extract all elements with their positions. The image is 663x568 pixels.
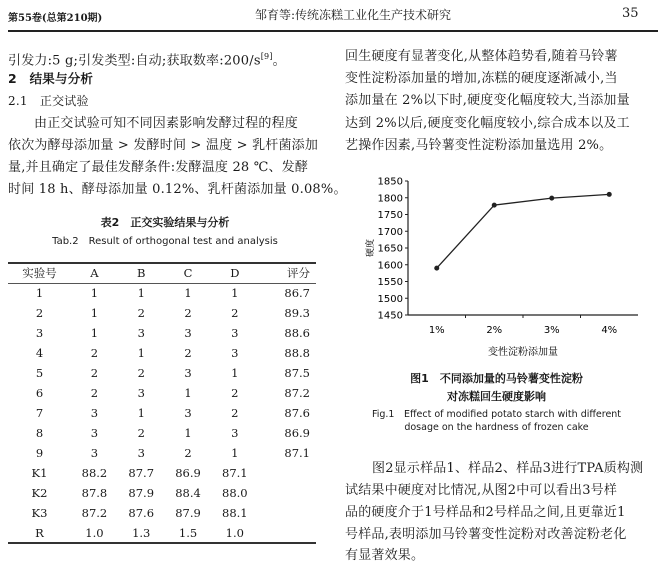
paragraph-line: 图2显示样品1、样品2、样品3进行TPA质构测 <box>372 461 644 476</box>
table-cell: 3 <box>90 406 99 420</box>
table-cell: 3 <box>137 446 145 460</box>
table-row <box>8 523 316 543</box>
paragraph-line: 变性淀粉添加量的增加,冻糕的硬度逐渐减小,当 <box>345 71 618 86</box>
table-cell: 1 <box>184 286 192 301</box>
paragraph-line: 达到 2%以后,硬度变化幅度较小,综合成本以及工 <box>345 116 630 131</box>
table-cell: R <box>35 525 44 540</box>
table-title-cn: 表2 正交实验结果与分析 <box>100 216 230 229</box>
table-cell: K3 <box>31 506 48 520</box>
table-cell: 4 <box>35 346 44 360</box>
y-tick-label: 1850 <box>377 176 403 188</box>
table-cell: 3 <box>90 446 99 460</box>
table-cell: 2 <box>184 346 192 360</box>
table-cell: 2 <box>137 306 145 320</box>
paragraph-line: 有显著效果。 <box>345 548 425 563</box>
table-cell: 87.2 <box>81 506 108 520</box>
table-cell <box>258 463 316 483</box>
table-cell: 87.9 <box>175 506 201 520</box>
column-header: C <box>183 266 193 281</box>
table-cell: 7 <box>35 406 44 420</box>
table-cell: 5 <box>35 366 44 380</box>
orthogonal-table <box>8 262 316 544</box>
table-row <box>8 423 316 443</box>
table-cell: 2 <box>90 386 99 400</box>
table-title-en: Tab.2 Result of orthogonal test and analysis <box>52 236 278 247</box>
table-row <box>8 503 316 523</box>
table-cell: 87.6 <box>128 506 155 520</box>
table-cell: K1 <box>31 466 48 480</box>
y-tick-label: 1700 <box>377 226 403 238</box>
table-row <box>8 323 316 343</box>
table-cell: 87.1 <box>222 466 248 480</box>
table-row <box>8 443 316 463</box>
table-cell: 87.5 <box>284 366 310 380</box>
table-row <box>8 483 316 503</box>
figure-caption-en: dosage on the hardness of frozen cake <box>404 422 589 433</box>
table-cell: 88.4 <box>175 486 201 500</box>
table-row <box>8 363 316 383</box>
table-cell: 2 <box>231 306 239 320</box>
table-cell: 1 <box>184 426 192 440</box>
x-tick-label: 1% <box>428 325 445 336</box>
column-header: B <box>137 266 146 281</box>
figure-caption-cn: 图1 不同添加量的马铃薯变性淀粉 <box>410 372 583 385</box>
table-cell: 2 <box>137 426 145 440</box>
table-cell <box>258 523 316 543</box>
table-cell: 87.6 <box>284 406 310 420</box>
table-cell: 86.9 <box>175 466 201 480</box>
paragraph-line: 艺操作因素,马铃薯变性淀粉添加量选用 2%。 <box>345 138 613 153</box>
x-tick-label: 3% <box>543 325 560 336</box>
running-title: 邹育等:传统冻糕工业化生产技术研究 <box>255 8 452 22</box>
table-row <box>8 283 316 303</box>
table-cell: 1 <box>137 406 145 420</box>
table-cell: 1 <box>90 286 99 301</box>
table-cell: 1 <box>137 286 145 301</box>
table-cell: 89.3 <box>284 306 310 320</box>
table-cell: 86.9 <box>284 426 310 440</box>
table-cell: 3 <box>137 326 145 340</box>
table-cell: 3 <box>231 426 239 440</box>
table-cell: 88.6 <box>284 326 310 340</box>
data-point <box>549 196 554 201</box>
data-point <box>492 203 497 208</box>
section-heading: 2 结果与分析 <box>8 71 94 86</box>
citation[interactable]: [9] <box>260 52 273 61</box>
paragraph-line: 依次为酵母添加量 > 发酵时间 > 温度 > 乳杆菌添加 <box>8 138 319 153</box>
table-cell: 87.8 <box>81 486 108 500</box>
table-cell: 3 <box>184 366 192 380</box>
x-axis-label: 变性淀粉添加量 <box>488 347 558 358</box>
table-cell: 2 <box>231 386 239 400</box>
table-cell: 3 <box>231 326 239 340</box>
y-tick-label: 1600 <box>377 260 403 272</box>
x-tick-label: 4% <box>601 325 618 336</box>
table-cell: 3 <box>184 406 192 420</box>
table-cell: 2 <box>90 346 99 360</box>
paragraph-line: 量,并且确定了最佳发酵条件:发酵温度 28 ℃、发酵 <box>8 160 309 175</box>
table-cell: 1 <box>231 286 239 301</box>
column-header: A <box>90 266 99 281</box>
series-line <box>437 194 610 268</box>
table-cell: 2 <box>231 406 239 420</box>
table-row <box>8 343 316 363</box>
table-cell: 1 <box>35 286 44 301</box>
y-tick-label: 1550 <box>377 277 403 288</box>
table-row <box>8 463 316 483</box>
table-cell: 86.7 <box>284 286 310 301</box>
y-tick-label: 1650 <box>377 243 403 255</box>
column-header: D <box>230 266 240 281</box>
table-row <box>8 303 316 323</box>
table-cell: 1 <box>90 306 99 320</box>
table-cell: 88.2 <box>81 466 108 480</box>
table-cell: 87.7 <box>128 466 155 480</box>
y-tick-label: 1800 <box>377 193 403 205</box>
column-header: 评分 <box>287 266 310 281</box>
table-cell: 2 <box>184 306 192 320</box>
x-tick-label: 2% <box>486 325 503 336</box>
table-cell: 1.3 <box>132 525 151 540</box>
paragraph-line: 号样品,表明添加马铃薯变性淀粉对改善淀粉老化 <box>345 527 627 542</box>
table-cell: 1.5 <box>178 525 198 540</box>
header-rule <box>8 30 658 32</box>
table-cell: 3 <box>184 326 192 340</box>
figure-caption-cn: 对冻糕回生硬度影响 <box>447 390 546 403</box>
table-cell <box>258 503 316 523</box>
table-cell: 1 <box>231 366 239 380</box>
paragraph-line: 试结果中硬度对比情况,从图2中可以看出3号样 <box>345 483 618 498</box>
table-cell <box>258 483 316 503</box>
column-header: 实验号 <box>22 266 57 281</box>
journal-volume: 第55卷(总第210期) <box>8 13 103 24</box>
table-cell: 2 <box>35 306 44 320</box>
table-cell: 87.2 <box>284 386 310 400</box>
hardness-line-chart <box>340 170 660 360</box>
table-cell: 1 <box>184 386 192 400</box>
table-cell: 9 <box>35 446 44 460</box>
table-cell: 1 <box>90 326 99 340</box>
figure-caption-en: Fig.1 Effect of modified potato starch with different <box>371 409 622 420</box>
table-cell: 88.0 <box>222 486 248 500</box>
paragraph-line: 由正交试验可知不同因素影响发酵过程的程度 <box>34 116 299 131</box>
paragraph-line: 品的硬度介于1号样品和2号样品之间,且更靠近1 <box>345 505 626 520</box>
table-cell: 1.0 <box>225 525 244 540</box>
table-header-row <box>8 263 316 283</box>
data-point <box>607 192 612 197</box>
data-point <box>434 266 439 271</box>
subsection-heading: 2.1 正交试验 <box>8 94 89 108</box>
table-cell: 3 <box>90 426 99 440</box>
table-cell: 2 <box>90 366 99 380</box>
text: 引发力:5 g;引发类型:自动;获取数率:200/s <box>8 53 261 69</box>
paragraph-line: 时间 18 h、酵母添加量 0.12%、乳杆菌添加量 0.08%。 <box>8 182 347 197</box>
table-cell: 1 <box>231 446 239 460</box>
table-row <box>8 383 316 403</box>
table-cell: K2 <box>31 486 48 500</box>
table-cell: 3 <box>231 346 239 360</box>
table-cell: 88.1 <box>222 506 248 520</box>
table-cell: 3 <box>35 326 44 340</box>
paragraph-line: 回生硬度有显著变化,从整体趋势看,随着马铃薯 <box>345 49 618 64</box>
y-tick-label: 1450 <box>377 310 403 322</box>
text: 。 <box>272 53 286 69</box>
table-cell: 6 <box>35 386 44 400</box>
table-cell: 1.0 <box>85 525 104 540</box>
page-number: 35 <box>622 6 639 21</box>
table-cell: 88.8 <box>284 346 310 360</box>
y-tick-label: 1500 <box>377 293 403 305</box>
table-cell: 87.9 <box>128 486 155 500</box>
table-cell: 87.1 <box>284 446 310 460</box>
table-row <box>8 403 316 423</box>
paragraph-line: 添加量在 2%以下时,硬度变化幅度较大,当添加量 <box>345 93 630 108</box>
table-cell: 8 <box>35 426 44 440</box>
table-cell: 3 <box>137 386 145 400</box>
y-axis-label: 硬度 <box>366 238 376 258</box>
table-cell: 2 <box>184 446 192 460</box>
table-cell: 1 <box>137 346 145 360</box>
y-tick-label: 1750 <box>377 210 403 221</box>
table-cell: 2 <box>137 366 145 380</box>
